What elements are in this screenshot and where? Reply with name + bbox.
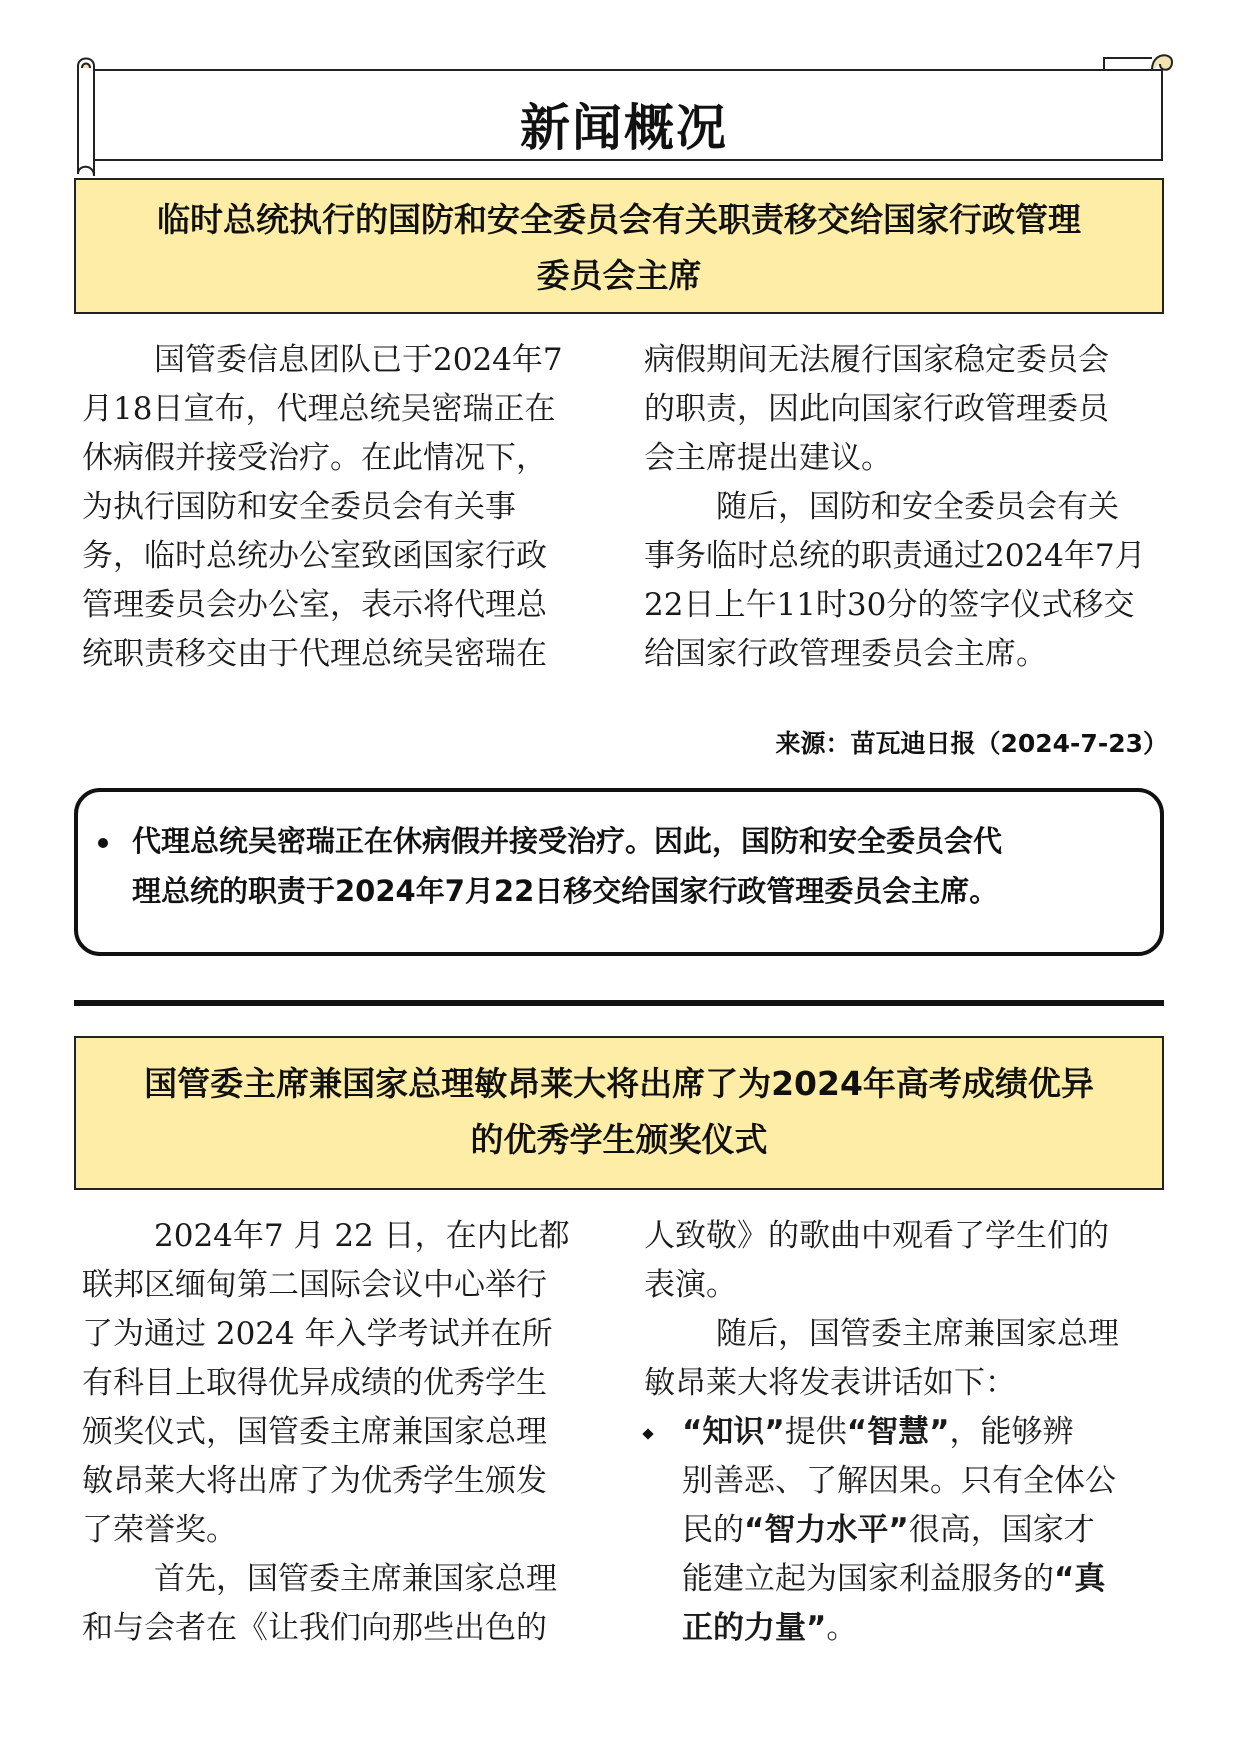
article2-headline	[74, 1036, 1164, 1190]
paragraph-line: 随后，国防和安全委员会有关	[716, 489, 1119, 525]
quote-emphasis: “智慧”	[846, 1414, 950, 1450]
article1-headline	[74, 178, 1164, 314]
article1-right-column	[644, 336, 1164, 679]
paragraph-line: 表演。	[644, 1267, 737, 1303]
paragraph-line: 联邦区缅甸第二国际会议中心举行	[82, 1267, 547, 1303]
paragraph-line: 了为通过 2024 年入学考试并在所	[82, 1316, 553, 1352]
paragraph-line: 务，临时总统办公室致函国家行政	[82, 538, 547, 574]
article2-headline-line2: 的优秀学生颁奖仪式	[470, 1120, 768, 1159]
paragraph-line: 国管委信息团队已于2024年7	[154, 342, 563, 378]
bullet-icon	[98, 838, 108, 848]
quote-text: 。	[826, 1610, 858, 1646]
paragraph-line: 随后，国管委主席兼国家总理	[716, 1316, 1119, 1352]
quote-text: ，能够辨	[949, 1414, 1074, 1450]
quote-emphasis: “真	[1054, 1561, 1106, 1597]
paragraph-line: 为执行国防和安全委员会有关事	[82, 489, 516, 525]
paragraph-line: 有科目上取得优异成绩的优秀学生	[82, 1365, 547, 1401]
article1-headline-line1: 临时总统执行的国防和安全委员会有关职责移交给国家行政管理	[157, 200, 1081, 239]
paragraph-line: 休病假并接受治疗。在此情况下，	[82, 440, 547, 476]
quote-emphasis: “智力水平”	[744, 1512, 909, 1548]
paragraph-line: 敏昂莱大将发表讲话如下：	[644, 1365, 1016, 1401]
paragraph-line: 会主席提出建议。	[644, 440, 892, 476]
article2-headline-line1: 国管委主席兼国家总理敏昂莱大将出席了为2024年高考成绩优异	[144, 1064, 1094, 1103]
paragraph-line: 人致敬》的歌曲中观看了学生们的	[644, 1218, 1109, 1254]
article1-headline-line2: 委员会主席	[536, 256, 702, 295]
paragraph-line: 的职责，因此向国家行政管理委员	[644, 391, 1109, 427]
summary-box	[74, 788, 1164, 956]
article1-source: 来源：苗瓦迪日报（2024-7-23）	[775, 729, 1168, 758]
article2-right-column	[644, 1212, 1164, 1408]
paragraph-line: 统职责移交由于代理总统吴密瑞在	[82, 636, 547, 672]
paragraph-line: 2024年7 月 22 日，在内比都	[154, 1218, 570, 1254]
quote-emphasis: 正的力量”	[682, 1610, 827, 1646]
quote-text: 别善恶、了解因果。只有全体公	[682, 1463, 1116, 1499]
paragraph-line: 和与会者在《让我们向那些出色的	[82, 1610, 547, 1646]
title-banner	[74, 48, 1174, 180]
paragraph-line: 事务临时总统的职责通过2024年7月	[644, 538, 1146, 574]
quote-text: 民的	[682, 1512, 744, 1548]
quote-text: 很高，国家才	[908, 1512, 1095, 1548]
diamond-bullet-icon	[642, 1428, 653, 1439]
paragraph-line: 首先，国管委主席兼国家总理	[154, 1561, 557, 1597]
paragraph-line: 敏昂莱大将出席了为优秀学生颁发	[82, 1463, 547, 1499]
quote-text: 能建立起为国家利益服务的	[682, 1561, 1054, 1597]
paragraph-line: 给国家行政管理委员会主席。	[644, 636, 1047, 672]
banner-title: 新闻概况	[520, 99, 728, 157]
paragraph-line: 22日上午11时30分的签字仪式移交	[644, 587, 1135, 623]
quote-text: 提供	[784, 1414, 847, 1450]
summary-line: 代理总统吴密瑞正在休病假并接受治疗。因此，国防和安全委员会代	[132, 824, 1003, 858]
section-divider	[74, 1000, 1164, 1006]
article2-left-column	[82, 1212, 602, 1653]
paragraph-line: 管理委员会办公室，表示将代理总	[82, 587, 547, 623]
article2-quote	[682, 1408, 1164, 1653]
paragraph-line: 了荣誉奖。	[82, 1512, 237, 1548]
quote-emphasis: “知识”	[682, 1414, 785, 1450]
article1-left-column	[82, 336, 602, 679]
paragraph-line: 病假期间无法履行国家稳定委员会	[644, 342, 1109, 378]
paragraph-line: 颁奖仪式，国管委主席兼国家总理	[82, 1414, 547, 1450]
summary-line: 理总统的职责于2024年7月22日移交给国家行政管理委员会主席。	[132, 874, 999, 908]
paragraph-line: 月18日宣布，代理总统吴密瑞正在	[82, 391, 556, 427]
